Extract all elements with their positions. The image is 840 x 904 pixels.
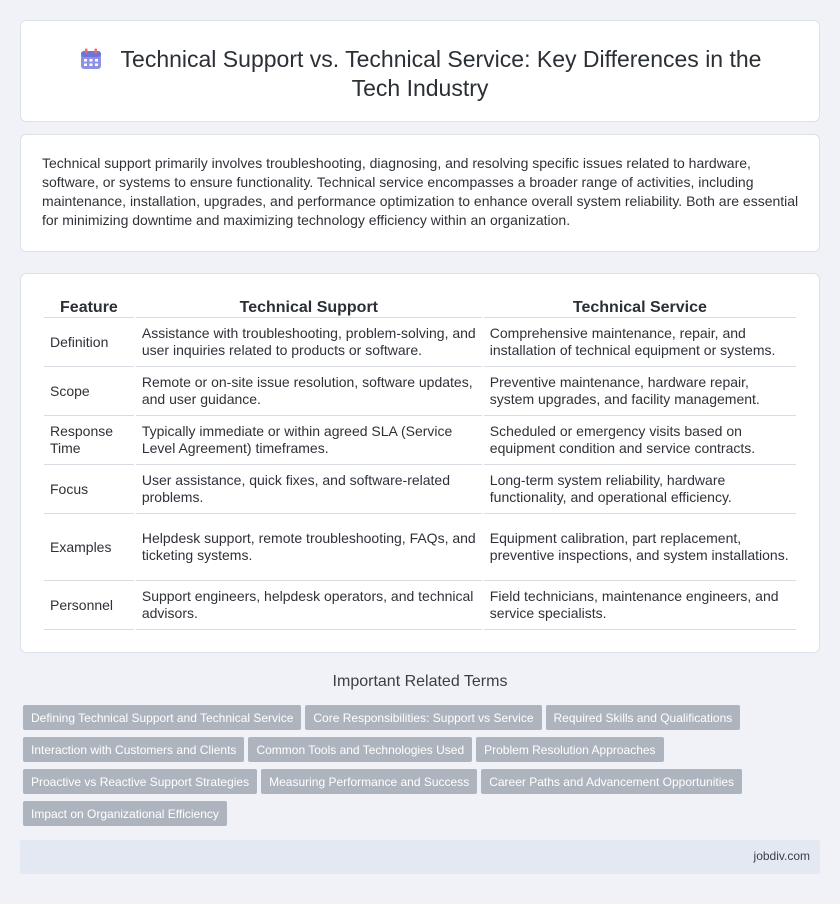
- footer: [20, 840, 820, 874]
- header-card: [20, 20, 820, 122]
- table-row: [44, 416, 796, 465]
- related-term-tag[interactable]: Impact on Organizational Efficiency: [23, 801, 227, 826]
- feature-cell: Examples: [44, 514, 134, 581]
- related-term-tag[interactable]: Proactive vs Reactive Support Strategies: [23, 769, 257, 794]
- comparison-table: [42, 294, 798, 630]
- table-row: [44, 581, 796, 630]
- related-term-tag[interactable]: Career Paths and Advancement Opportunities: [481, 769, 742, 794]
- service-cell: Equipment calibration, part replacement, preventive inspections, and system installations.: [484, 514, 796, 581]
- related-terms-title: Important Related Terms: [332, 673, 508, 690]
- support-cell: Assistance with troubleshooting, problem-solving, and user inquiries related to products or software.: [136, 318, 482, 367]
- feature-cell: Response Time: [44, 416, 134, 465]
- service-cell: Comprehensive maintenance, repair, and installation of technical equipment or systems.: [484, 318, 796, 367]
- related-term-tag[interactable]: Defining Technical Support and Technical Service: [23, 705, 301, 730]
- header-feature: Feature: [44, 294, 134, 318]
- service-cell: Field technicians, maintenance engineers, and service specialists.: [484, 581, 796, 630]
- calendar-grid-icon: [79, 47, 103, 71]
- feature-cell: Definition: [44, 318, 134, 367]
- service-cell: Scheduled or emergency visits based on equipment condition and service contracts.: [484, 416, 796, 465]
- page-title-text: Technical Support vs. Technical Service: Key Differences in the Tech Industry: [120, 46, 762, 101]
- header-technical-service: Technical Service: [484, 294, 796, 318]
- footer-site-link[interactable]: jobdiv.com: [753, 849, 810, 863]
- header-technical-support: Technical Support: [136, 294, 482, 318]
- intro-paragraph: Technical support primarily involves troubleshooting, diagnosing, and resolving specific issues related to hardware, software, or systems to ensure functionality. Technical service encompasses a broader range of activities, including maintenance, installation, upgrades, and performance optimization to enhance overall system reliability. Both are essential for minimizing downtime and maximizing technology efficiency within an organization.: [42, 155, 799, 228]
- table-row: [44, 367, 796, 416]
- page-title: [61, 45, 779, 103]
- related-term-tag[interactable]: Interaction with Customers and Clients: [23, 737, 244, 762]
- feature-cell: Personnel: [44, 581, 134, 630]
- table-row: [44, 514, 796, 581]
- support-cell: Remote or on-site issue resolution, software updates, and user guidance.: [136, 367, 482, 416]
- feature-cell: Scope: [44, 367, 134, 416]
- table-header-row: [44, 294, 796, 318]
- table-row: [44, 465, 796, 514]
- related-terms-list: [23, 705, 813, 833]
- related-term-tag[interactable]: Measuring Performance and Success: [261, 769, 477, 794]
- service-cell: Preventive maintenance, hardware repair, system upgrades, and facility management.: [484, 367, 796, 416]
- related-term-tag[interactable]: Problem Resolution Approaches: [476, 737, 663, 762]
- related-term-tag[interactable]: Required Skills and Qualifications: [546, 705, 741, 730]
- support-cell: Typically immediate or within agreed SLA (Service Level Agreement) timeframes.: [136, 416, 482, 465]
- support-cell: Support engineers, helpdesk operators, and technical advisors.: [136, 581, 482, 630]
- service-cell: Long-term system reliability, hardware functionality, and operational efficiency.: [484, 465, 796, 514]
- intro-card: [20, 134, 820, 252]
- table-row: [44, 318, 796, 367]
- comparison-card: [20, 273, 820, 653]
- related-term-tag[interactable]: Core Responsibilities: Support vs Service: [305, 705, 541, 730]
- support-cell: User assistance, quick fixes, and software-related problems.: [136, 465, 482, 514]
- support-cell: Helpdesk support, remote troubleshooting, FAQs, and ticketing systems.: [136, 514, 482, 581]
- related-term-tag[interactable]: Common Tools and Technologies Used: [248, 737, 472, 762]
- header: [61, 45, 779, 103]
- feature-cell: Focus: [44, 465, 134, 514]
